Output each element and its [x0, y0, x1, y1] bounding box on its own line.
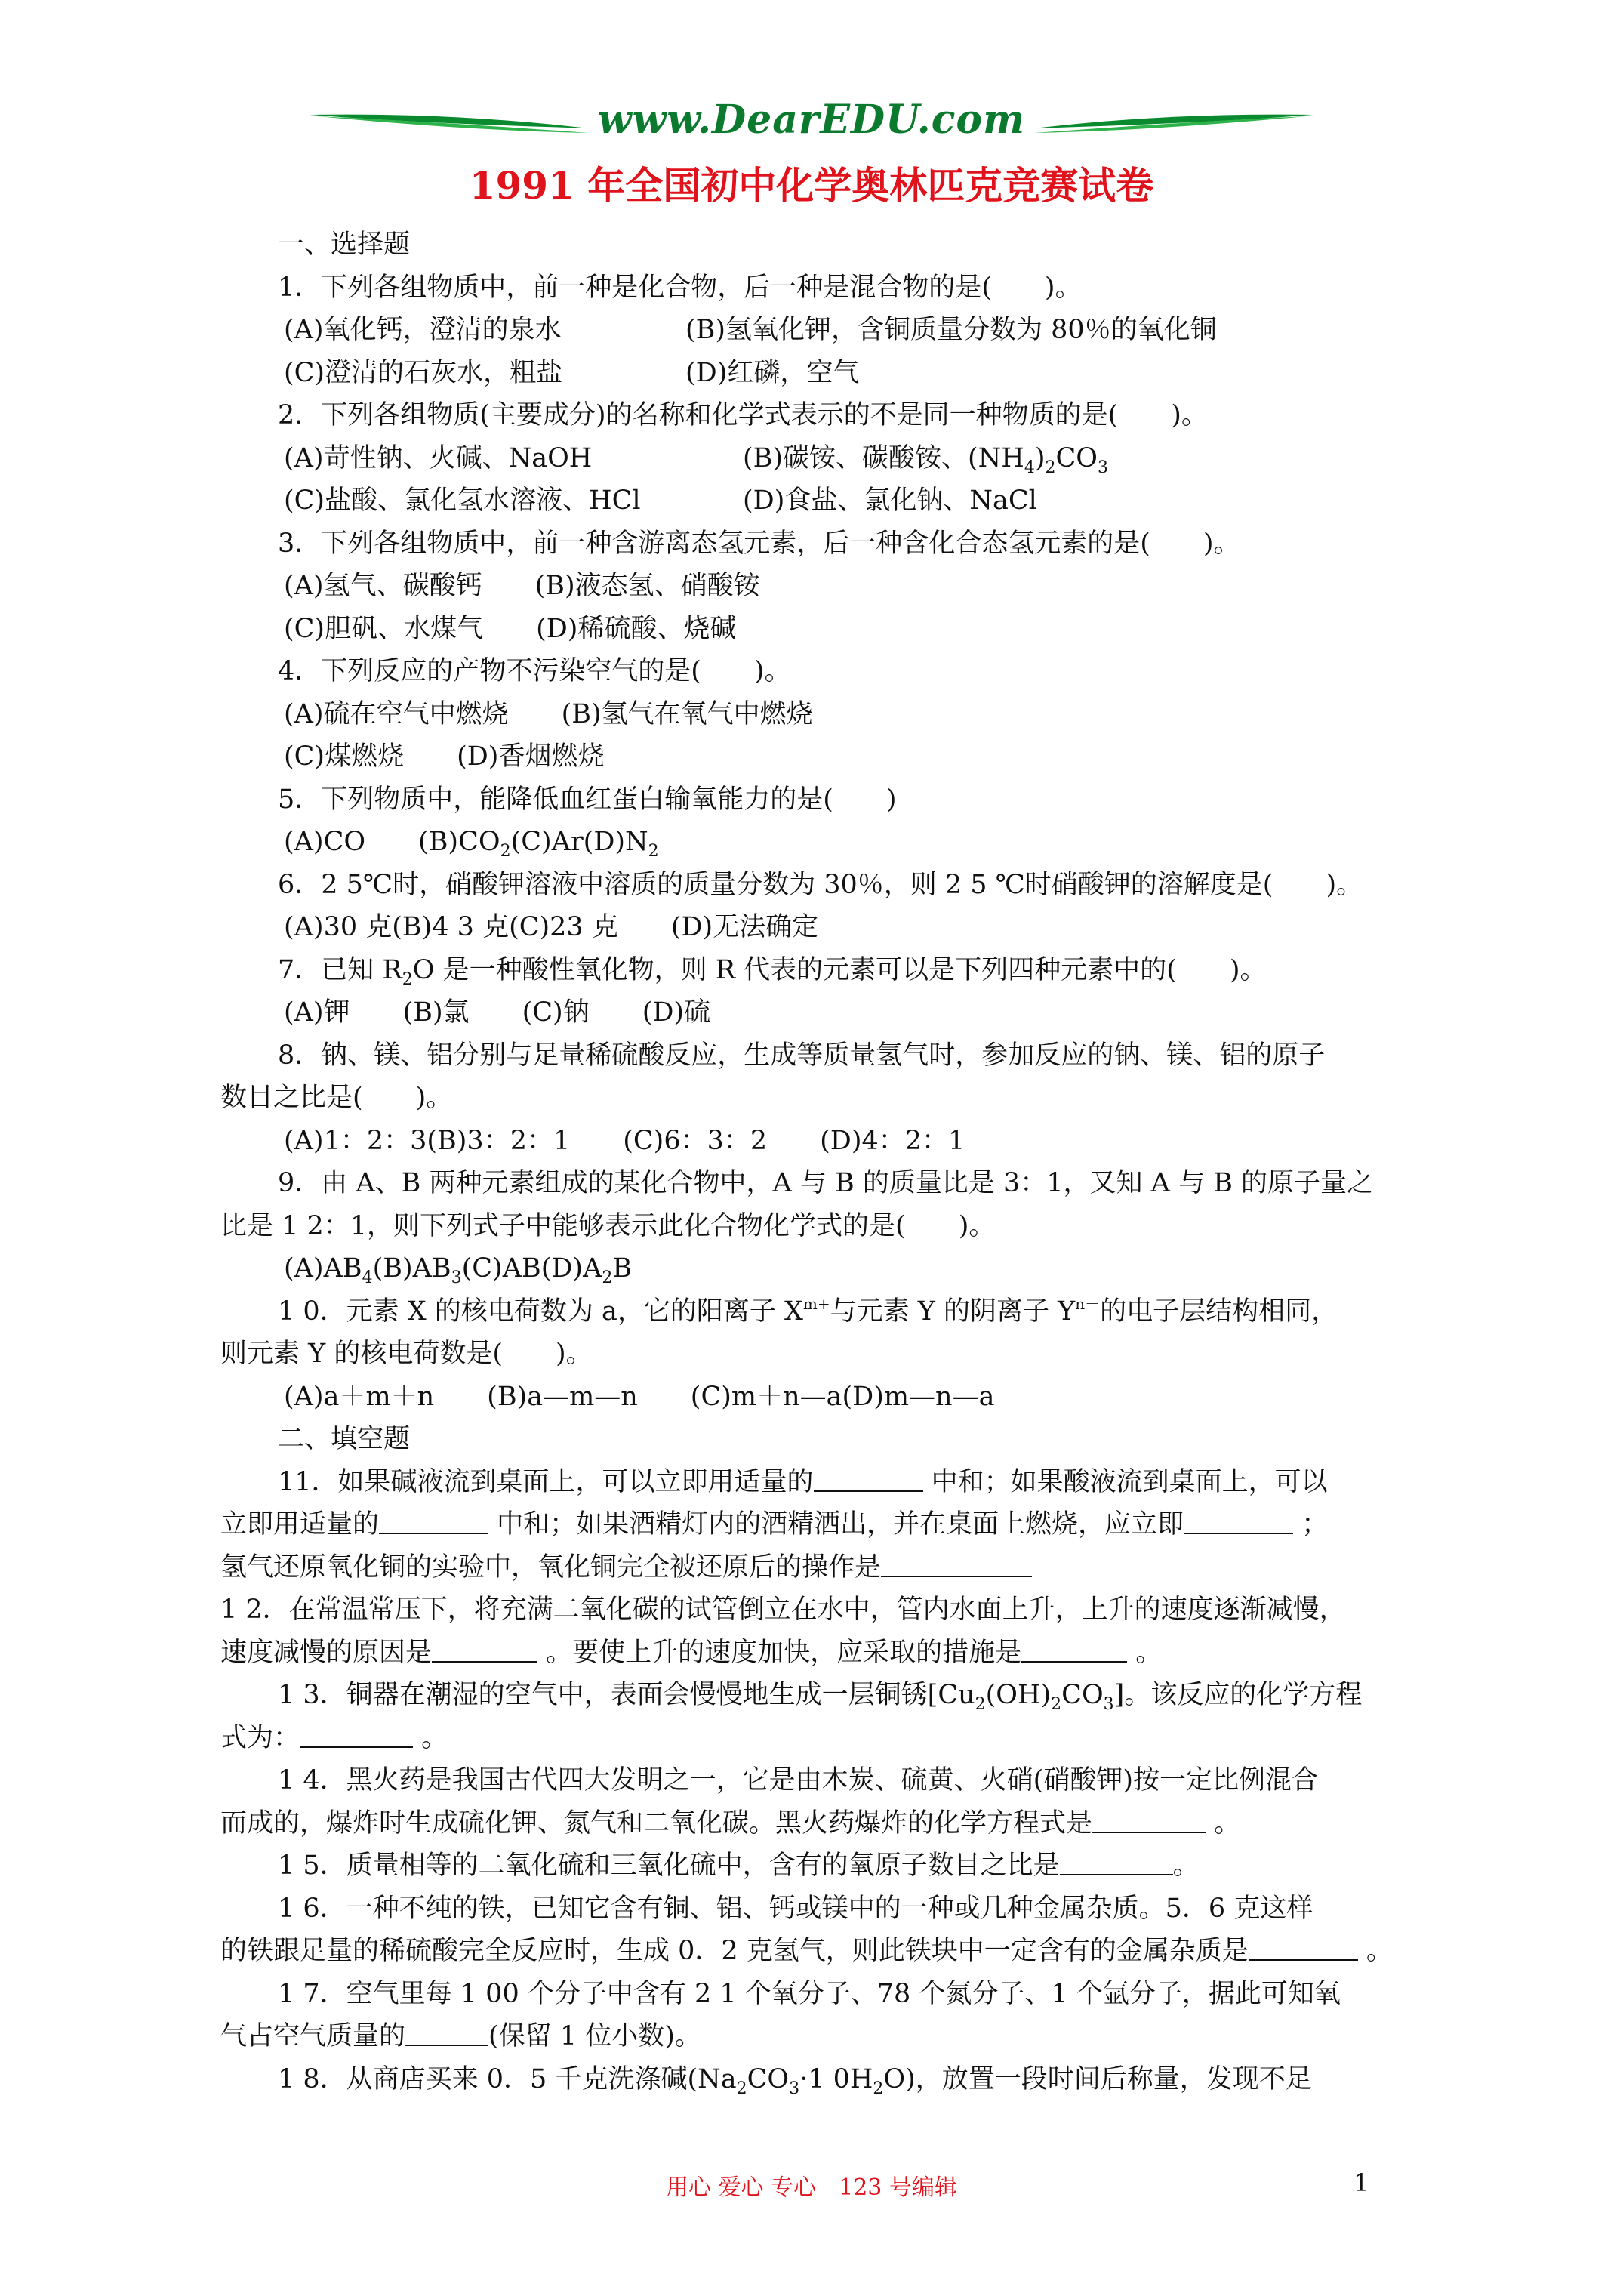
page-number: 1	[1354, 2168, 1369, 2197]
option-a: (A)苛性钠、火碱、NaOH	[284, 442, 593, 473]
option-d: (D)红磷，空气	[685, 357, 860, 388]
footer-slogan: 用心 爱心 专心 123 号编辑	[666, 2174, 957, 2201]
question-7-options: (A)钾 (B)氯 (C)钠 (D)硫	[284, 997, 711, 1028]
question-8-options: (A)1：2：3(B)3：2：1 (C)6：3：2 (D)4：2：1	[284, 1125, 965, 1156]
option-c: (C)澄清的石灰水，粗盐	[284, 357, 563, 388]
question-9-stem: 9．由 A、B 两种元素组成的某化合物中，A 与 B 的质量比是 3：1，又知 A 与 B 的原子量之	[278, 1168, 1374, 1198]
question-18-line-1: 1 8．从商店买来 0．5 千克洗涤碱($Na_2CO_3\cdot 1$ $0H_2O$)，放置一段时间后称量，发现不足	[278, 2063, 1312, 2098]
question-9-options: $(A)AB_4(B)AB_3(C)AB(D)A_2B$	[284, 1253, 633, 1287]
question-17-line-2: 气占空气质量的 (保留 1 位小数)。	[220, 2015, 1413, 2058]
question-2-options-ab	[220, 437, 1413, 480]
question-2-options-cd	[220, 479, 1413, 522]
question-1-options-ab	[220, 309, 1413, 352]
section-heading: 二、填空题	[278, 1424, 411, 1454]
question-5-stem: 5．下列物质中，能降低血红蛋白输氧能力的是( )	[278, 784, 897, 815]
site-logo: www.DearEDU.com	[597, 97, 1026, 143]
question-13-line-2: 式为： 。	[220, 1717, 1413, 1760]
question-11-line-2: 立即用适量的 中和；如果酒精灯内的酒精洒出，并在桌面上燃烧，应立即 ；	[220, 1503, 1413, 1546]
question-13-line-1: 1 3．铜器在潮湿的空气中，表面会慢慢地生成一层铜锈$[Cu_2(OH)_2CO_3]$。该反应的化学方程	[278, 1680, 1363, 1714]
page-title: 1991 年全国初中化学奥林匹克竞赛试卷	[469, 163, 1154, 208]
question-4-stem: 4．下列反应的产物不污染空气的是( )。	[278, 656, 791, 686]
option-c: (C)盐酸、氯化氢水溶液、HCl	[284, 485, 641, 516]
answer-blank[interactable]	[814, 1463, 923, 1492]
answer-blank[interactable]	[432, 1634, 537, 1663]
question-6-stem: 6．2 5℃时，硝酸钾溶液中溶质的质量分数为 30％，则 2 5 ℃时硝酸钾的溶解度是( )。	[278, 869, 1363, 900]
question-9-stem-cont: 比是 1 2：1，则下列式子中能够表示此化合物化学式的是( )。	[220, 1210, 996, 1241]
question-4-options-ab: (A)硫在空气中燃烧 (B)氢气在氧气中燃烧	[284, 698, 813, 729]
answer-blank[interactable]	[405, 2017, 488, 2046]
question-8-stem-cont: 数目之比是( )。	[220, 1083, 453, 1113]
question-14-line-2: 而成的，爆炸时生成硫化钾、氮气和二氧化碳。黑火药爆炸的化学方程式是 。	[220, 1802, 1413, 1845]
answer-blank[interactable]	[1249, 1932, 1358, 1961]
section-heading: 一、选择题	[278, 230, 411, 260]
option-d: (D)食盐、氯化钠、NaCl	[743, 485, 1037, 516]
question-2-stem: 2．下列各组物质(主要成分)的名称和化学式表示的不是同一种物质的是( )。	[278, 400, 1208, 430]
exam-body	[220, 223, 1413, 2100]
question-10-options: (A)a＋m＋n (B)a—m—n (C)m＋n—a(D)m—n—a	[284, 1381, 995, 1412]
question-1-options-cd	[220, 352, 1413, 395]
question-10-stem-cont: 则元素 Y 的核电荷数是( )。	[220, 1339, 593, 1369]
answer-blank[interactable]	[1060, 1847, 1173, 1875]
question-17-line-1: 1 7．空气里每 1 00 个分子中含有 2 1 个氧分子、78 个氮分子、1 个氩分子，据此可知氧	[278, 1978, 1341, 2009]
question-3-stem: 3．下列各组物质中，前一种含游离态氢元素，后一种含化合态氢元素的是( )。	[278, 528, 1240, 559]
question-10-stem: 1 0．元素 X 的核电荷数为 a，它的阳离子 $X^{m+}$与元素 Y 的阴离子 $Y^{n-}$的电子层结构相同，	[278, 1294, 1338, 1327]
question-1-stem: 1．下列各组物质中，前一种是化合物，后一种是混合物的是( )。	[278, 272, 1082, 303]
answer-blank[interactable]	[881, 1549, 1032, 1577]
answer-blank[interactable]	[379, 1505, 488, 1534]
question-6-options: (A)30 克(B)4 3 克(C)23 克 (D)无法确定	[284, 912, 819, 942]
answer-blank[interactable]	[300, 1719, 413, 1748]
answer-blank[interactable]	[1184, 1505, 1293, 1534]
question-15-line-1: 1 5．质量相等的二氧化硫和三氧化硫中，含有的氧原子数目之比是 。	[220, 1845, 1413, 1888]
answer-blank[interactable]	[1021, 1634, 1127, 1663]
question-12-line-1: 1 2．在常温常压下，将充满二氧化碳的试管倒立在水中，管内水面上升，上升的速度逐渐减慢，	[220, 1595, 1346, 1625]
question-12-line-2: 速度减慢的原因是 。要使上升的速度加快，应采取的措施是 。	[220, 1632, 1413, 1675]
option-b: (B)碳铵、碳酸铵、$(NH_4)_2CO_3$	[743, 442, 1108, 477]
question-4-options-cd: (C)煤燃烧 (D)香烟燃烧	[284, 741, 605, 772]
option-a: (A)氧化钙，澄清的泉水	[284, 315, 562, 345]
question-16-line-1: 1 6．一种不纯的铁，已知它含有铜、铝、钙或镁中的一种或几种金属杂质。5．6 克这样	[278, 1893, 1313, 1924]
question-3-options-cd: (C)胆矾、水煤气 (D)稀硫酸、烧碱	[284, 613, 737, 644]
question-5-options: (A)CO $(B)CO_2(C)Ar(D)N_2$	[284, 827, 659, 861]
question-11-line-1: 11．如果碱液流到桌面上，可以立即用适量的 中和；如果酸液流到桌面上，可以	[220, 1461, 1413, 1504]
answer-blank[interactable]	[1092, 1804, 1206, 1833]
question-3-options-ab: (A)氢气、碳酸钙 (B)液态氢、硝酸铵	[284, 571, 760, 601]
question-7-stem: 7．已知 $R_2O$ 是一种酸性氧化物，则 R 代表的元素可以是下列四种元素中的( )。	[278, 954, 1267, 989]
question-11-line-3: 氢气还原氧化铜的实验中，氧化铜完全被还原后的操作是	[220, 1546, 1413, 1589]
question-16-line-2: 的铁跟足量的稀硫酸完全反应时，生成 0．2 克氢气，则此铁块中一定含有的金属杂质是 。	[220, 1930, 1413, 1973]
question-14-line-1: 1 4．黑火药是我国古代四大发明之一，它是由木炭、硫黄、火硝(硝酸钾)按一定比例混合	[278, 1765, 1318, 1795]
option-b: (B)氢氧化钾，含铜质量分数为 80％的氧化铜	[685, 315, 1217, 345]
question-8-stem: 8．钠、镁、铝分别与足量稀硫酸反应，生成等质量氢气时，参加反应的钠、镁、铝的原子	[278, 1040, 1326, 1071]
